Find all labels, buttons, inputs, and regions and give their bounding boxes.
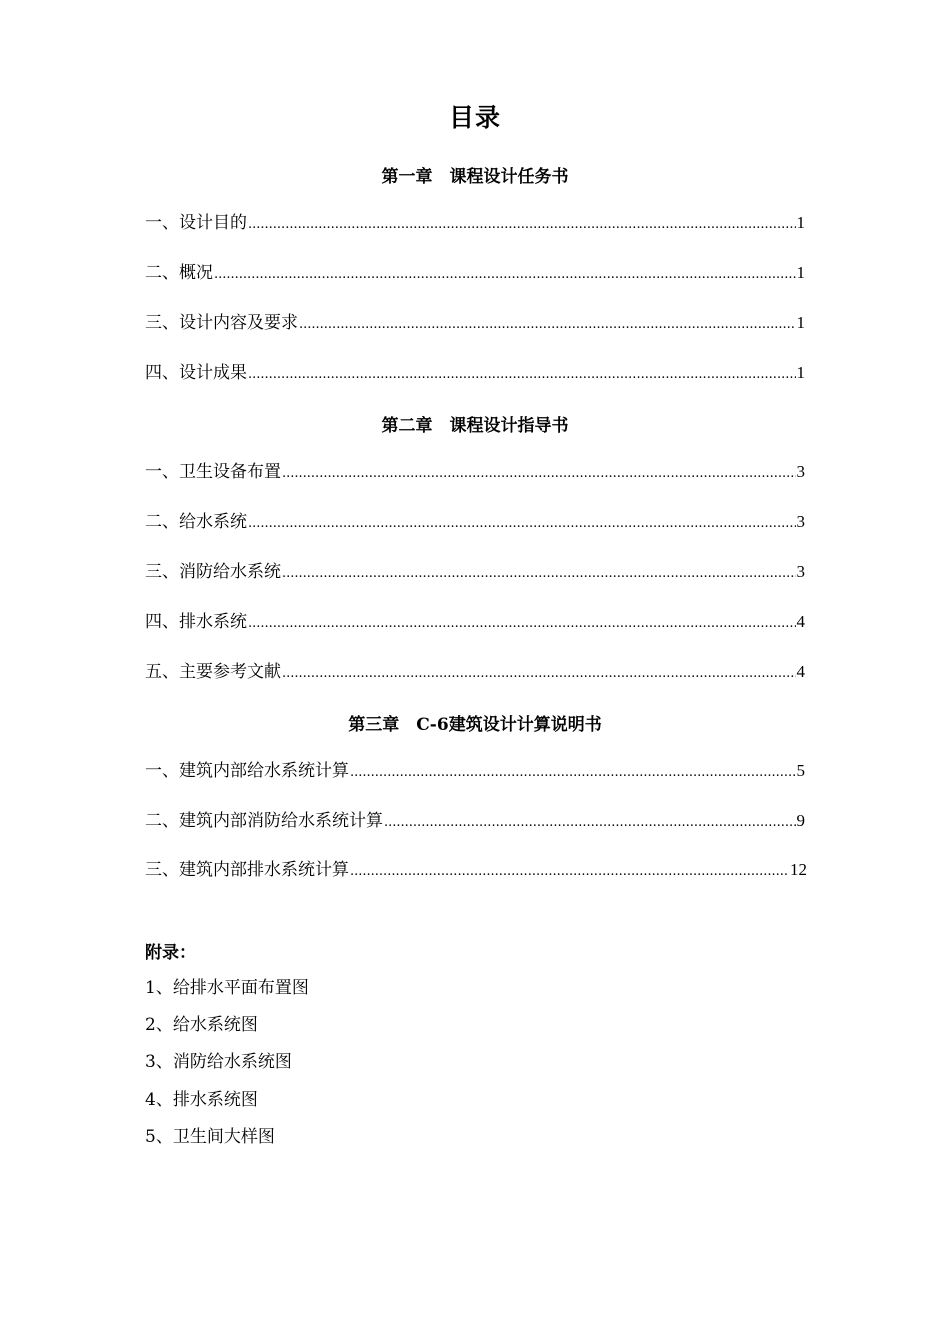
toc-entry[interactable] <box>145 760 805 784</box>
toc-entry[interactable] <box>145 362 805 386</box>
toc-page-number: 1 <box>796 213 805 232</box>
toc-entry-label: 一、建筑内部给水系统计算 <box>145 761 349 781</box>
appendix-item: 3、消防给水系统图 <box>145 1052 292 1072</box>
toc-page-number: 3 <box>796 562 805 581</box>
dot-leader <box>248 613 796 635</box>
toc-entry[interactable] <box>145 859 807 883</box>
toc-page-number: 1 <box>796 313 805 332</box>
dot-leader <box>248 214 796 236</box>
toc-page-number: 12 <box>790 860 807 879</box>
chapter-heading-1: 第一章 课程设计任务书 <box>381 167 569 187</box>
toc-entry[interactable] <box>145 212 805 236</box>
toc-page-number: 1 <box>796 363 805 382</box>
toc-entry-label: 一、设计目的 <box>145 213 247 233</box>
toc-entry-label: 三、建筑内部排水系统计算 <box>145 860 349 880</box>
toc-entry[interactable] <box>145 312 805 336</box>
dot-leader <box>350 762 796 784</box>
toc-entry-label: 四、排水系统 <box>145 612 247 632</box>
dot-leader <box>248 364 796 386</box>
appendix-item: 4、排水系统图 <box>145 1090 258 1110</box>
toc-entry-label: 五、主要参考文献 <box>145 662 281 682</box>
dot-leader <box>214 264 796 286</box>
toc-page-number: 9 <box>796 811 805 830</box>
toc-entry[interactable] <box>145 262 805 286</box>
toc-entry[interactable] <box>145 461 805 485</box>
chapter-heading-2: 第二章 课程设计指导书 <box>381 416 569 436</box>
toc-entry-label: 二、建筑内部消防给水系统计算 <box>145 811 383 831</box>
dot-leader <box>299 314 796 336</box>
toc-entry[interactable] <box>145 810 805 834</box>
toc-entry-label: 二、概况 <box>145 263 213 283</box>
dot-leader <box>350 861 789 883</box>
appendix-item: 5、卫生间大样图 <box>145 1127 275 1147</box>
appendix-item: 2、给水系统图 <box>145 1015 258 1035</box>
appendix-heading: 附录： <box>145 943 196 963</box>
toc-entry[interactable] <box>145 511 805 535</box>
toc-entry-label: 三、消防给水系统 <box>145 562 281 582</box>
toc-entry-label: 一、卫生设备布置 <box>145 462 281 482</box>
dot-leader <box>282 663 796 685</box>
toc-entry-label: 二、给水系统 <box>145 512 247 532</box>
toc-page-number: 3 <box>796 462 805 481</box>
chapter-heading-3: 第三章 C-6建筑设计计算说明书 <box>348 715 602 735</box>
dot-leader <box>282 463 796 485</box>
toc-entry[interactable] <box>145 561 805 585</box>
dot-leader <box>384 812 796 834</box>
toc-entry[interactable] <box>145 661 805 685</box>
dot-leader <box>248 513 796 535</box>
dot-leader <box>282 563 796 585</box>
page-title: 目录 <box>448 103 501 132</box>
toc-entry-label: 四、设计成果 <box>145 363 247 383</box>
toc-entry[interactable] <box>145 611 805 635</box>
appendix-item: 1、给排水平面布置图 <box>145 978 309 998</box>
toc-page-number: 4 <box>796 612 805 631</box>
toc-page-number: 3 <box>796 512 805 531</box>
toc-entry-label: 三、设计内容及要求 <box>145 313 298 333</box>
toc-page-number: 1 <box>796 263 805 282</box>
toc-page-number: 5 <box>796 761 805 780</box>
toc-page-number: 4 <box>796 662 805 681</box>
